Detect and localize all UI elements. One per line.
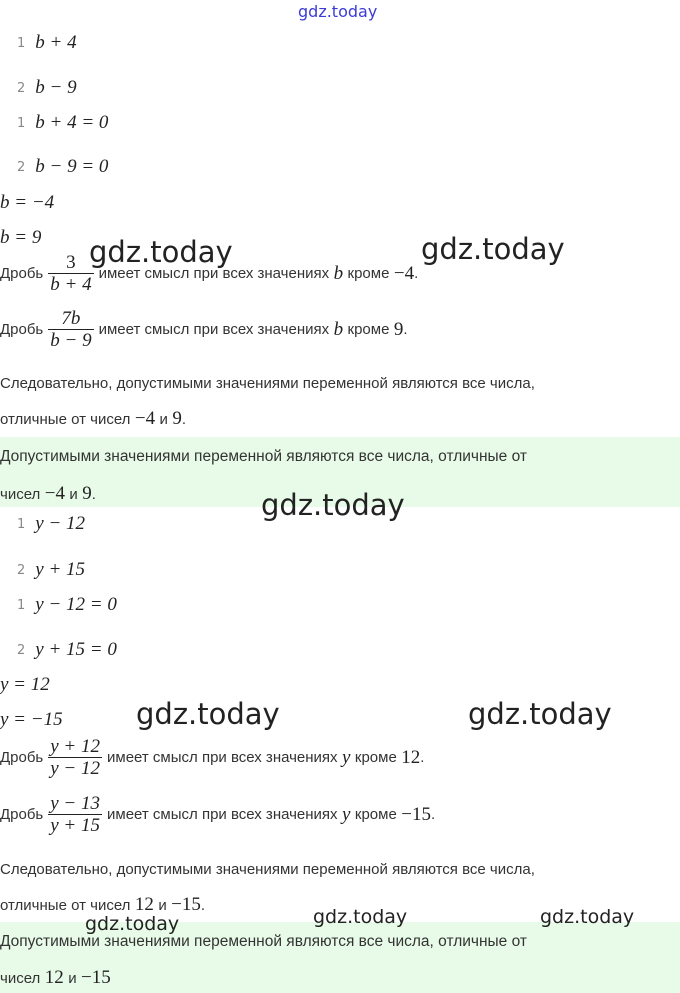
statement-middle: имеет смысл при всех значениях [107,806,338,823]
factor-2 [17,559,85,581]
answer-value-1: 12 [44,967,64,988]
fraction [48,793,102,836]
statement-period: . [430,806,436,823]
factor-expression: b − 9 [35,77,77,98]
equation-number: 1 [17,597,26,613]
conclusion-period: . [181,410,187,428]
equation-number: 1 [17,115,26,131]
equation-1 [17,594,117,616]
fraction [48,252,93,295]
statement-value: −4 [393,262,415,284]
root-1: y = 12 [0,674,50,695]
equation-1 [17,112,108,134]
factor-1 [17,32,77,54]
factor-2 [17,77,77,99]
answer-period: . [91,485,96,503]
conclusion-line-1: Следовательно, допустимыми значениями переменной являются все числа, [0,861,535,878]
root-2: y = −15 [0,709,63,730]
statement-except: кроме [354,749,397,766]
watermark: gdz.today [540,906,635,928]
watermark: gdz.today [468,697,612,731]
conclusion-value-2: 9 [172,408,182,429]
statement-prefix: Дробь [0,806,44,823]
statement-value: −15 [401,803,431,825]
statement-value: 9 [393,318,404,340]
fraction-denominator: y + 15 [50,815,101,836]
fraction-numerator: 3 [66,252,76,273]
factor-1 [17,513,85,535]
statement-period: . [403,321,408,338]
root-1: b = −4 [0,192,55,213]
statement-value: 12 [401,746,421,768]
answer-value-1: −4 [44,483,65,504]
equation-number: 2 [17,642,26,658]
conclusion-and: и [158,896,167,914]
answer-text: чисел [0,485,41,503]
answer-line-1: Допустимыми значениями переменной являются все числа, отличные от [0,933,527,950]
fraction-denominator: b − 9 [50,330,92,351]
fraction-numerator: y − 13 [50,793,101,814]
answer-line-2 [0,967,111,989]
equation-expression: y + 15 = 0 [35,639,117,660]
statement-prefix: Дробь [0,749,44,766]
statement-variable: b [333,262,344,284]
statement-variable: y [342,803,351,825]
fraction-denominator: b + 4 [50,274,92,295]
answer-value-2: −15 [81,967,111,988]
watermark: gdz.today [89,235,233,269]
watermark: gdz.today [136,697,280,731]
statement-period: . [414,265,419,282]
fraction [48,308,93,351]
factor-number: 2 [17,80,26,96]
statement-prefix: Дробь [0,321,44,338]
answer-and: и [69,485,78,503]
watermark: gdz.today [85,913,180,935]
conclusion-value-1: 12 [134,894,154,915]
conclusion-value-1: −4 [134,408,156,429]
equation-expression: b − 9 = 0 [35,156,109,177]
watermark: gdz.today [313,906,408,928]
equation-expression: b + 4 = 0 [35,112,109,133]
answer-value-2: 9 [82,483,92,504]
statement-prefix: Дробь [0,265,44,282]
conclusion-text: отличные от чисел [0,410,131,428]
statement-except: кроме [347,321,390,338]
equation-expression: y − 12 = 0 [35,594,117,615]
conclusion-text: отличные от чисел [0,896,131,914]
statement-except: кроме [347,265,390,282]
fraction [48,736,102,779]
fraction-statement-2 [0,793,435,836]
fraction-numerator: 7b [61,308,81,329]
answer-line-1: Допустимыми значениями переменной являются все числа, отличные от [0,448,527,465]
answer-line-2 [0,483,96,505]
fraction-statement-1 [0,736,424,779]
factor-number: 1 [17,516,26,532]
factor-expression: b + 4 [35,32,77,53]
factor-expression: y − 12 [35,513,86,534]
factor-number: 1 [17,35,26,51]
statement-period: . [420,749,425,766]
conclusion-value-2: −15 [171,894,201,915]
conclusion-line-2 [0,408,186,430]
equation-2 [17,156,108,178]
factor-number: 2 [17,562,26,578]
statement-variable: y [342,746,351,768]
statement-variable: b [333,318,344,340]
fraction-numerator: y + 12 [50,736,101,757]
answer-and: и [68,969,77,987]
watermark: gdz.today [261,488,405,522]
equation-number: 2 [17,159,26,175]
statement-middle: имеет смысл при всех значениях [98,265,330,282]
statement-middle: имеет смысл при всех значениях [98,321,330,338]
root-2: b = 9 [0,227,42,248]
fraction-statement-2 [0,308,408,351]
conclusion-period: . [200,896,206,914]
statement-middle: имеет смысл при всех значениях [107,749,338,766]
watermark-top: gdz.today [298,2,378,21]
statement-except: кроме [354,806,397,823]
equation-2 [17,639,117,661]
watermark: gdz.today [421,232,565,266]
conclusion-line-1: Следовательно, допустимыми значениями переменной являются все числа, [0,375,535,392]
factor-expression: y + 15 [35,559,86,580]
answer-text: чисел [0,969,41,987]
conclusion-and: и [159,410,168,428]
fraction-denominator: y − 12 [50,758,101,779]
